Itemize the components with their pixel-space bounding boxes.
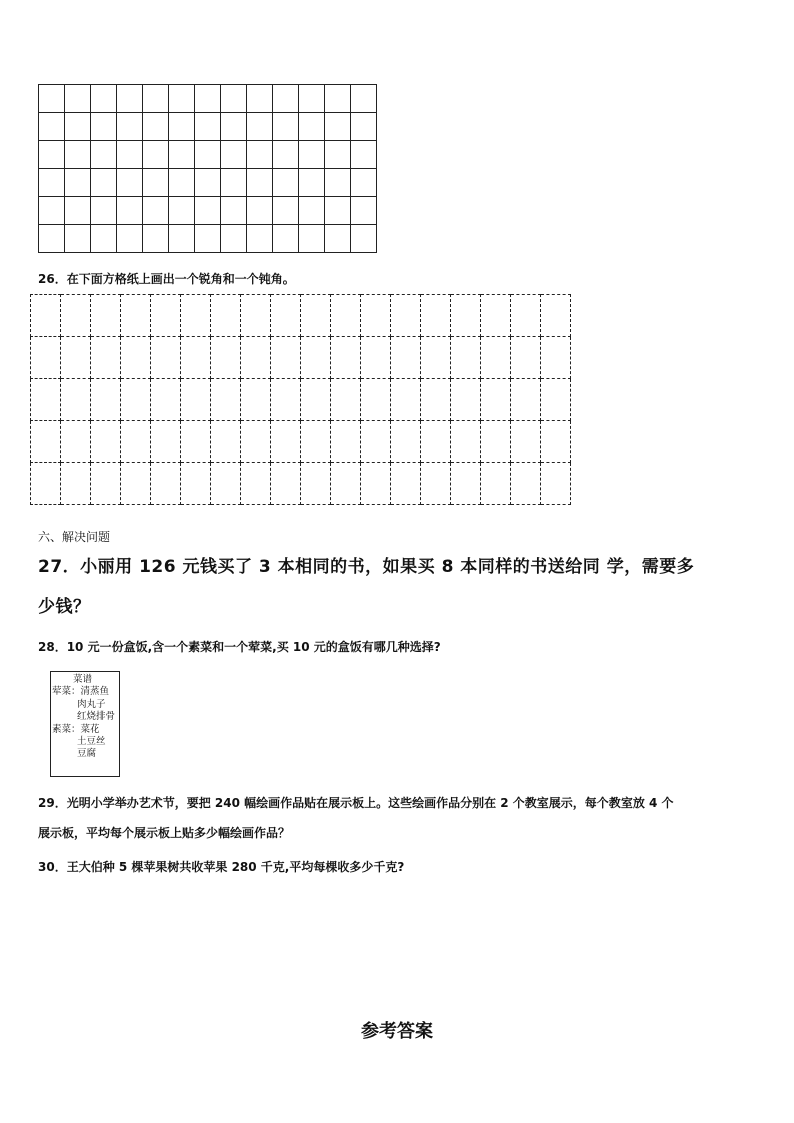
grid-row xyxy=(39,169,377,197)
grid-cell[interactable] xyxy=(91,141,117,169)
dashed-square-grid[interactable] xyxy=(30,294,571,505)
grid-cell[interactable] xyxy=(31,337,61,379)
grid-cell[interactable] xyxy=(39,85,65,113)
grid-cell[interactable] xyxy=(117,169,143,197)
grid-cell[interactable] xyxy=(351,169,377,197)
dashed-grid-table xyxy=(30,294,571,505)
grid-row xyxy=(31,379,571,421)
grid-cell[interactable] xyxy=(481,295,511,337)
grid-cell[interactable] xyxy=(271,421,301,463)
veg-item: 土豆丝 xyxy=(77,736,106,748)
grid-cell[interactable] xyxy=(65,169,91,197)
grid-cell[interactable] xyxy=(391,421,421,463)
grid-cell[interactable] xyxy=(91,225,117,253)
grid-cell[interactable] xyxy=(195,141,221,169)
grid-cell[interactable] xyxy=(241,295,271,337)
grid-row xyxy=(39,113,377,141)
grid-cell[interactable] xyxy=(221,85,247,113)
grid-cell[interactable] xyxy=(31,463,61,505)
question-27-line2: 少钱？ xyxy=(38,597,91,617)
grid-cell[interactable] xyxy=(361,421,391,463)
grid-cell[interactable] xyxy=(299,85,325,113)
grid-cell[interactable] xyxy=(121,337,151,379)
menu-title: 菜谱 xyxy=(73,674,93,685)
grid-cell[interactable] xyxy=(181,421,211,463)
top-grid-table xyxy=(38,84,377,253)
grid-cell[interactable] xyxy=(181,337,211,379)
question-28: 28．10 元一份盒饭,含一个素菜和一个荤菜,买 10 元的盒饭有哪几种选择? xyxy=(38,640,441,654)
grid-cell[interactable] xyxy=(361,379,391,421)
grid-cell[interactable] xyxy=(351,141,377,169)
grid-cell[interactable] xyxy=(143,113,169,141)
grid-cell[interactable] xyxy=(481,337,511,379)
menu-row-meat-1 xyxy=(51,686,119,698)
grid-cell[interactable] xyxy=(65,141,91,169)
grid-cell[interactable] xyxy=(151,421,181,463)
grid-cell[interactable] xyxy=(39,225,65,253)
grid-cell[interactable] xyxy=(247,225,273,253)
grid-cell[interactable] xyxy=(61,379,91,421)
grid-cell[interactable] xyxy=(169,85,195,113)
meat-item: 红烧排骨 xyxy=(77,711,116,723)
menu-row-veg-1 xyxy=(51,724,119,736)
grid-cell[interactable] xyxy=(61,421,91,463)
grid-cell[interactable] xyxy=(301,337,331,379)
grid-cell[interactable] xyxy=(325,141,351,169)
grid-cell[interactable] xyxy=(541,379,571,421)
grid-cell[interactable] xyxy=(247,169,273,197)
grid-cell[interactable] xyxy=(221,225,247,253)
grid-cell[interactable] xyxy=(541,463,571,505)
grid-cell[interactable] xyxy=(391,337,421,379)
grid-cell[interactable] xyxy=(169,169,195,197)
grid-cell[interactable] xyxy=(143,141,169,169)
question-27-line1: 27．小丽用 126 元钱买了 3 本相同的书，如果买 8 本同样的书送给同 学，需要多 xyxy=(38,557,695,577)
veg-label: 素菜： xyxy=(52,723,81,735)
grid-cell[interactable] xyxy=(351,197,377,225)
grid-cell[interactable] xyxy=(361,337,391,379)
grid-cell[interactable] xyxy=(247,85,273,113)
question-26: 26．在下面方格纸上画出一个锐角和一个钝角。 xyxy=(38,272,295,286)
grid-cell[interactable] xyxy=(299,225,325,253)
grid-cell[interactable] xyxy=(391,379,421,421)
grid-cell[interactable] xyxy=(61,295,91,337)
grid-cell[interactable] xyxy=(151,295,181,337)
grid-cell[interactable] xyxy=(39,197,65,225)
grid-row xyxy=(39,141,377,169)
grid-cell[interactable] xyxy=(91,169,117,197)
grid-cell[interactable] xyxy=(451,295,481,337)
grid-cell[interactable] xyxy=(299,141,325,169)
grid-cell[interactable] xyxy=(121,379,151,421)
section-title: 六、解决问题 xyxy=(38,530,111,544)
veg-item: 菜花 xyxy=(80,723,100,735)
grid-cell[interactable] xyxy=(541,337,571,379)
grid-cell[interactable] xyxy=(301,379,331,421)
answers-title: 参考答案 xyxy=(361,1021,433,1042)
grid-cell[interactable] xyxy=(31,295,61,337)
grid-cell[interactable] xyxy=(351,225,377,253)
grid-cell[interactable] xyxy=(351,113,377,141)
grid-cell[interactable] xyxy=(273,225,299,253)
grid-cell[interactable] xyxy=(331,295,361,337)
grid-row xyxy=(31,463,571,505)
grid-cell[interactable] xyxy=(91,85,117,113)
grid-cell[interactable] xyxy=(541,295,571,337)
grid-cell[interactable] xyxy=(31,421,61,463)
grid-row xyxy=(39,225,377,253)
grid-cell[interactable] xyxy=(273,169,299,197)
grid-cell[interactable] xyxy=(169,225,195,253)
veg-item: 豆腐 xyxy=(77,748,97,760)
grid-cell[interactable] xyxy=(65,113,91,141)
grid-cell[interactable] xyxy=(91,295,121,337)
grid-cell[interactable] xyxy=(121,295,151,337)
grid-cell[interactable] xyxy=(247,141,273,169)
grid-row xyxy=(39,197,377,225)
question-29-line2: 展示板，平均每个展示板上贴多少幅绘画作品？ xyxy=(38,826,291,840)
grid-cell[interactable] xyxy=(271,295,301,337)
grid-cell[interactable] xyxy=(195,85,221,113)
grid-cell[interactable] xyxy=(31,379,61,421)
grid-cell[interactable] xyxy=(241,421,271,463)
grid-cell[interactable] xyxy=(421,337,451,379)
grid-cell[interactable] xyxy=(65,197,91,225)
grid-cell[interactable] xyxy=(151,379,181,421)
grid-cell[interactable] xyxy=(221,141,247,169)
grid-cell[interactable] xyxy=(273,113,299,141)
grid-cell[interactable] xyxy=(169,113,195,141)
grid-cell[interactable] xyxy=(151,337,181,379)
meat-label: 荤菜： xyxy=(52,686,81,698)
grid-cell[interactable] xyxy=(151,463,181,505)
grid-cell[interactable] xyxy=(65,225,91,253)
grid-cell[interactable] xyxy=(301,421,331,463)
grid-cell[interactable] xyxy=(211,379,241,421)
grid-cell[interactable] xyxy=(91,379,121,421)
grid-cell[interactable] xyxy=(511,337,541,379)
grid-row xyxy=(31,295,571,337)
grid-cell[interactable] xyxy=(211,421,241,463)
grid-cell[interactable] xyxy=(391,463,421,505)
grid-cell[interactable] xyxy=(181,463,211,505)
grid-cell[interactable] xyxy=(325,197,351,225)
grid-cell[interactable] xyxy=(195,225,221,253)
grid-cell[interactable] xyxy=(39,169,65,197)
grid-cell[interactable] xyxy=(481,379,511,421)
grid-cell[interactable] xyxy=(211,337,241,379)
grid-cell[interactable] xyxy=(271,337,301,379)
grid-cell[interactable] xyxy=(169,141,195,169)
grid-cell[interactable] xyxy=(299,113,325,141)
grid-cell[interactable] xyxy=(273,197,299,225)
grid-cell[interactable] xyxy=(421,463,451,505)
grid-cell[interactable] xyxy=(221,113,247,141)
grid-cell[interactable] xyxy=(241,337,271,379)
grid-cell[interactable] xyxy=(39,113,65,141)
grid-cell[interactable] xyxy=(451,421,481,463)
grid-cell[interactable] xyxy=(351,85,377,113)
grid-cell[interactable] xyxy=(65,85,91,113)
meat-item: 肉丸子 xyxy=(77,698,106,710)
grid-cell[interactable] xyxy=(61,337,91,379)
grid-cell[interactable] xyxy=(195,197,221,225)
grid-cell[interactable] xyxy=(331,463,361,505)
grid-cell[interactable] xyxy=(361,295,391,337)
grid-cell[interactable] xyxy=(273,141,299,169)
meat-item: 清蒸鱼 xyxy=(80,686,110,698)
grid-cell[interactable] xyxy=(331,379,361,421)
grid-cell[interactable] xyxy=(301,463,331,505)
grid-cell[interactable] xyxy=(143,197,169,225)
grid-cell[interactable] xyxy=(541,421,571,463)
grid-cell[interactable] xyxy=(511,379,541,421)
grid-cell[interactable] xyxy=(299,169,325,197)
grid-cell[interactable] xyxy=(61,463,91,505)
grid-cell[interactable] xyxy=(117,85,143,113)
grid-cell[interactable] xyxy=(421,295,451,337)
grid-cell[interactable] xyxy=(91,113,117,141)
grid-cell[interactable] xyxy=(121,421,151,463)
grid-cell[interactable] xyxy=(91,197,117,225)
grid-cell[interactable] xyxy=(511,421,541,463)
grid-cell[interactable] xyxy=(451,463,481,505)
grid-row xyxy=(31,337,571,379)
grid-cell[interactable] xyxy=(361,463,391,505)
question-30: 30．王大伯种 5 棵苹果树共收苹果 280 千克,平均每棵收多少千克? xyxy=(38,860,405,874)
grid-cell[interactable] xyxy=(143,85,169,113)
grid-cell[interactable] xyxy=(91,421,121,463)
grid-cell[interactable] xyxy=(39,141,65,169)
grid-cell[interactable] xyxy=(451,379,481,421)
grid-cell[interactable] xyxy=(143,169,169,197)
grid-cell[interactable] xyxy=(451,337,481,379)
grid-row xyxy=(31,421,571,463)
grid-cell[interactable] xyxy=(91,463,121,505)
grid-cell[interactable] xyxy=(221,197,247,225)
menu-card xyxy=(50,671,120,777)
grid-cell[interactable] xyxy=(325,85,351,113)
grid-cell[interactable] xyxy=(143,225,169,253)
grid-cell[interactable] xyxy=(117,197,143,225)
grid-cell[interactable] xyxy=(331,421,361,463)
grid-cell[interactable] xyxy=(325,225,351,253)
grid-cell[interactable] xyxy=(391,295,421,337)
grid-cell[interactable] xyxy=(273,85,299,113)
grid-row xyxy=(39,85,377,113)
grid-cell[interactable] xyxy=(181,379,211,421)
top-writing-grid xyxy=(38,84,377,253)
grid-cell[interactable] xyxy=(211,463,241,505)
grid-cell[interactable] xyxy=(211,295,241,337)
grid-cell[interactable] xyxy=(247,113,273,141)
grid-cell[interactable] xyxy=(117,141,143,169)
grid-cell[interactable] xyxy=(247,197,273,225)
grid-cell[interactable] xyxy=(121,463,151,505)
grid-cell[interactable] xyxy=(91,337,121,379)
grid-cell[interactable] xyxy=(481,421,511,463)
grid-cell[interactable] xyxy=(221,169,247,197)
grid-cell[interactable] xyxy=(117,113,143,141)
grid-cell[interactable] xyxy=(181,295,211,337)
grid-cell[interactable] xyxy=(325,169,351,197)
question-29-line1: 29．光明小学举办艺术节，要把 240 幅绘画作品贴在展示板上。这些绘画作品分别在 2 个教室展示，每个教室放 4 个 xyxy=(38,796,674,810)
grid-cell[interactable] xyxy=(421,379,451,421)
grid-cell[interactable] xyxy=(511,463,541,505)
grid-cell[interactable] xyxy=(241,379,271,421)
grid-cell[interactable] xyxy=(301,295,331,337)
grid-cell[interactable] xyxy=(421,421,451,463)
grid-cell[interactable] xyxy=(331,337,361,379)
grid-cell[interactable] xyxy=(271,463,301,505)
grid-cell[interactable] xyxy=(325,113,351,141)
grid-cell[interactable] xyxy=(271,379,301,421)
grid-cell[interactable] xyxy=(195,113,221,141)
grid-cell[interactable] xyxy=(511,295,541,337)
grid-cell[interactable] xyxy=(481,463,511,505)
grid-cell[interactable] xyxy=(241,463,271,505)
grid-cell[interactable] xyxy=(299,197,325,225)
grid-cell[interactable] xyxy=(169,197,195,225)
grid-cell[interactable] xyxy=(117,225,143,253)
grid-cell[interactable] xyxy=(195,169,221,197)
